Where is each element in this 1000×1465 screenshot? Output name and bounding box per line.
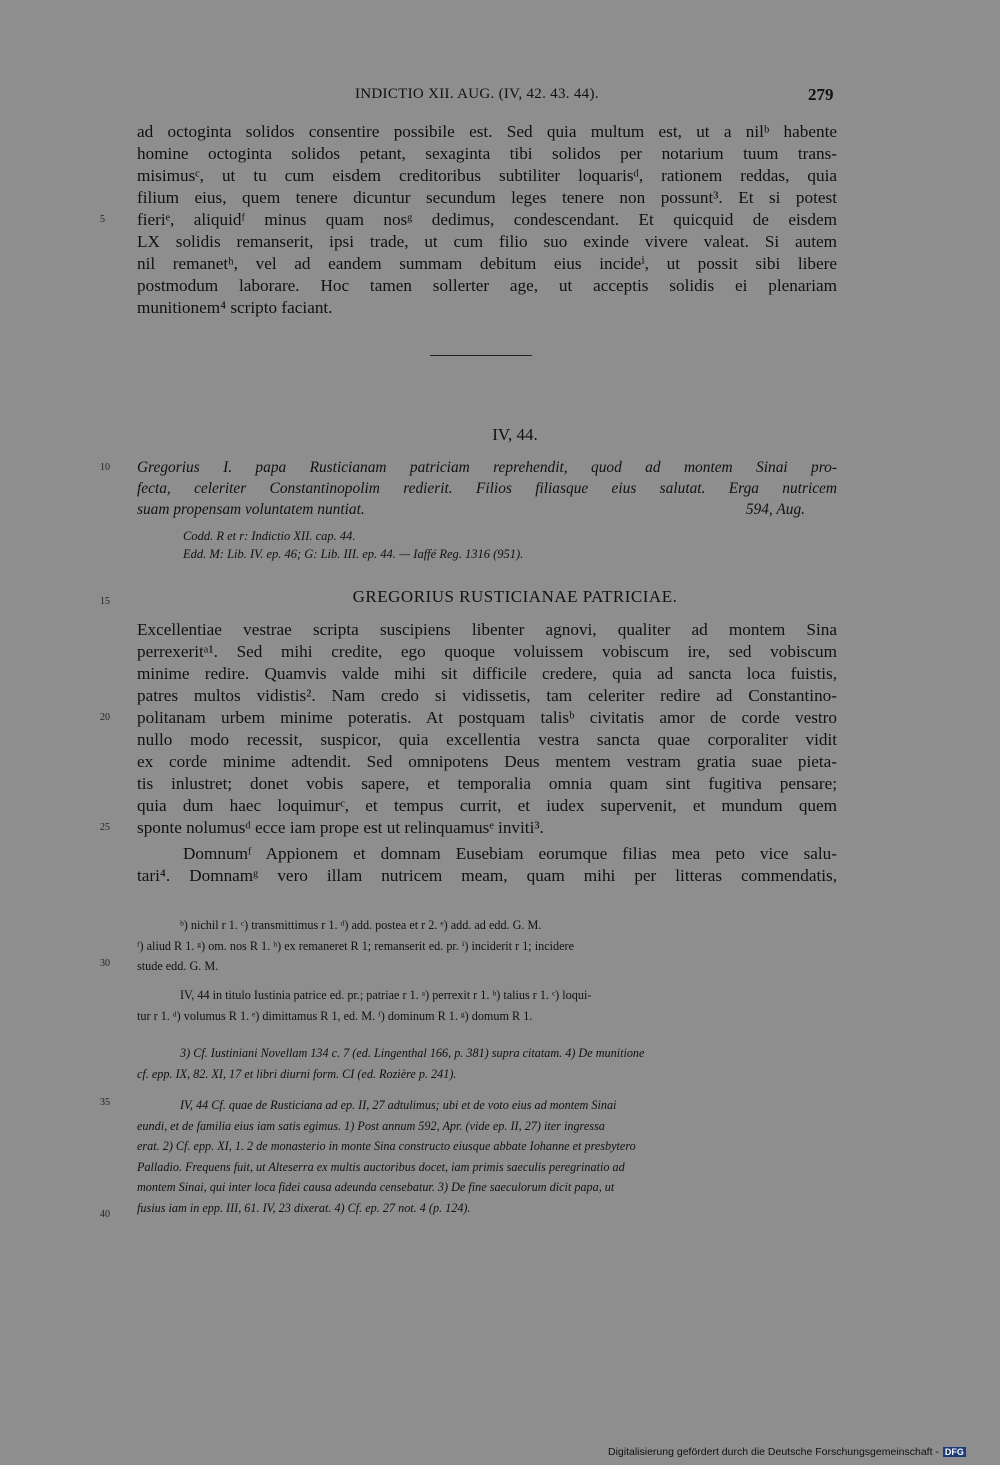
summary-line: Gregorius I. papa Rusticianam patriciam reprehendit, quod ad montem Sinai pro- bbox=[137, 459, 837, 476]
summary-line: fecta, celeriter Constantinopolim redierit. Filios filiasque eius salutat. Erga nutricem bbox=[137, 480, 837, 497]
letter-body bbox=[137, 619, 837, 839]
apparatus-notes-1 bbox=[137, 915, 837, 977]
line-number: 30 bbox=[100, 958, 110, 969]
summary-text: suam propensam voluntatem nuntiat. bbox=[137, 501, 365, 518]
note-line: tur r 1. ᵈ) volumus R 1. ᵉ) dimittamus R 1, ed. M. ᶠ) dominum R 1. ᵍ) domum R 1. bbox=[137, 1008, 533, 1023]
text-line: nullo modo recessit, suspicor, quia excellentia vestra sancta quae corporaliter vidit bbox=[137, 730, 837, 749]
text-line: ad octoginta solidos consentire possibile est. Sed quia multum est, ut a nilᵇ habente bbox=[137, 122, 837, 141]
line-number: 5 bbox=[100, 214, 105, 225]
text-line: filium eius, quem tenere dicuntur secundum leges tenere non possunt³. Et si potest bbox=[137, 188, 837, 207]
text-line: misimusᶜ, ut tu cum eisdem creditoribus subtiliter loquarisᵈ, rationem reddas, quia bbox=[137, 166, 837, 185]
digitization-footer bbox=[608, 1446, 966, 1458]
dfg-logo: DFG bbox=[944, 1447, 964, 1457]
text-line: patres multos vidistis². Nam credo si vidissetis, tam celeriter redire ad Constantino- bbox=[137, 686, 837, 705]
text-line: postmodum laborare. Hoc tamen sollerter age, ut acceptis solidis ei plenariam bbox=[137, 276, 837, 295]
footer-text: Digitalisierung gefördert durch die Deutsche Forschungsgemeinschaft - bbox=[608, 1446, 939, 1458]
text-line: minime redire. Quamvis valde mihi sit difficile credere, quia ad sancta loca fuistis, bbox=[137, 664, 837, 683]
text-line: sponte nolumusᵈ ecce iam prope est ut relinquamusᵉ inviti³. bbox=[137, 818, 544, 837]
text-line: nil remanetʰ, vel ad eandem summam debitum eius incideⁱ, ut possit sibi libere bbox=[137, 254, 837, 273]
note-line: ᵇ) nichil r 1. ᶜ) transmittimus r 1. ᵈ) add. postea et r 2. ᵉ) add. ad edd. G. M. bbox=[180, 918, 542, 932]
section-divider bbox=[430, 355, 532, 356]
text-line: politanam urbem minime poteratis. At postquam talisᵇ civitatis amor de corde vestro bbox=[137, 708, 837, 727]
text-line: fieriᵉ, aliquidᶠ minus quam nosᵍ dedimus, condescendant. Et quicquid de eisdem bbox=[137, 210, 837, 229]
line-number: 20 bbox=[100, 712, 110, 723]
editions-line: Edd. M: Lib. IV. ep. 46; G: Lib. III. ep. 44. — Iaffé Reg. 1316 (951). bbox=[183, 547, 524, 561]
line-number: 35 bbox=[100, 1097, 110, 1108]
text-line: Domnumᶠ Appionem et domnam Eusebiam eorumque filias mea peto vice salu- bbox=[183, 844, 837, 863]
text-line: Excellentiae vestrae scripta suscipiens libenter agnovi, qualiter ad montem Sina bbox=[137, 620, 837, 639]
note-line: erat. 2) Cf. epp. XI, 1. 2 de monasterio in monte Sina constructo eiusque abbate Iohanne et presbytero bbox=[137, 1139, 636, 1153]
commentary-notes-2 bbox=[137, 1095, 837, 1218]
line-number: 40 bbox=[100, 1209, 110, 1220]
codices-line: Codd. R et r: Indictio XII. cap. 44. bbox=[183, 529, 356, 543]
letter-summary bbox=[137, 457, 837, 520]
note-line: Palladio. Frequens fuit, ut Alteserra ex multis auctoribus docet, iam primis saeculis peregrinatio ad bbox=[137, 1159, 625, 1174]
running-head-title: INDICTIO XII. AUG. (IV, 42. 43. 44). bbox=[355, 86, 599, 102]
line-number: 15 bbox=[100, 596, 110, 607]
summary-date: 594, Aug. bbox=[745, 501, 805, 518]
note-line: eundi, et de familia eius iam satis egimus. 1) Post annum 592, Apr. (vide ep. II, 27) iter ingressa bbox=[137, 1118, 605, 1133]
text-line: tis inlustret; donet vobis sapere, et temporalia omnia quam sint fugitiva pensare; bbox=[137, 774, 837, 793]
summary-line-last bbox=[137, 499, 837, 520]
note-line: stude edd. G. M. bbox=[137, 959, 219, 973]
note-line: IV, 44 in titulo Iustinia patrice ed. pr.; patriae r 1. ᵃ) perrexit r 1. ᵇ) talius r 1. ᶜ) loqui- bbox=[180, 988, 592, 1002]
text-line: munitionem⁴ scripto faciant. bbox=[137, 298, 333, 317]
top-paragraph bbox=[137, 121, 837, 319]
apparatus-notes-2 bbox=[137, 985, 837, 1026]
commentary-notes-1 bbox=[137, 1043, 837, 1084]
note-line: montem Sinai, qui inter loca fidei causa adeunda censebatur. 3) De fine saeculorum dicit papa, ut bbox=[137, 1180, 615, 1194]
running-head bbox=[0, 86, 1000, 108]
line-number: 25 bbox=[100, 822, 110, 833]
section-number: IV, 44. bbox=[492, 425, 538, 444]
page-number: 279 bbox=[808, 85, 834, 104]
text-line: LX solidis remanserit, ipsi trade, ut cum filio suo exinde vivere valeat. Si autem bbox=[137, 232, 837, 251]
line-number: 10 bbox=[100, 462, 110, 473]
note-line: fusius iam in epp. III, 61. IV, 23 dixerat. 4) Cf. ep. 27 not. 4 (p. 124). bbox=[137, 1200, 471, 1215]
note-line: cf. epp. IX, 82. XI, 17 et libri diurni form. CI (ed. Rozière p. 241). bbox=[137, 1066, 457, 1081]
text-line: homine octoginta solidos petant, sexaginta tibi solidos per notarium tuum trans- bbox=[137, 144, 837, 163]
letter-heading: GREGORIUS RUSTICIANAE PATRICIAE. bbox=[352, 587, 678, 606]
text-line: perrexeritᵃ¹. Sed mihi credite, ego quoque voluissem vobiscum ire, sed vobiscum bbox=[137, 642, 837, 661]
text-line: quia dum haec loquimurᶜ, et tempus currit, et iudex supervenit, et mundum quem bbox=[137, 796, 837, 815]
letter-body-continued bbox=[137, 843, 837, 887]
text-line: tari⁴. Domnamᵍ vero illam nutricem meam, quam mihi per litteras commendatis, bbox=[137, 866, 837, 885]
note-line: IV, 44 Cf. quae de Rusticiana ad ep. II, 27 adtulimus; ubi et de voto eius ad montem Sinai bbox=[180, 1098, 617, 1112]
note-line: 3) Cf. Iustiniani Novellam 134 c. 7 (ed. Lingenthal 166, p. 381) supra citatam. 4) De munitione bbox=[180, 1046, 645, 1060]
text-line: ex corde minime adtendit. Sed omnipotens Deus mentem vestram gratia suae pieta- bbox=[137, 752, 837, 771]
note-line: ᶠ) aliud R 1. ᵍ) om. nos R 1. ʰ) ex remaneret R 1; remanserit ed. pr. ⁱ) inciderit r 1; incidere bbox=[137, 938, 574, 953]
